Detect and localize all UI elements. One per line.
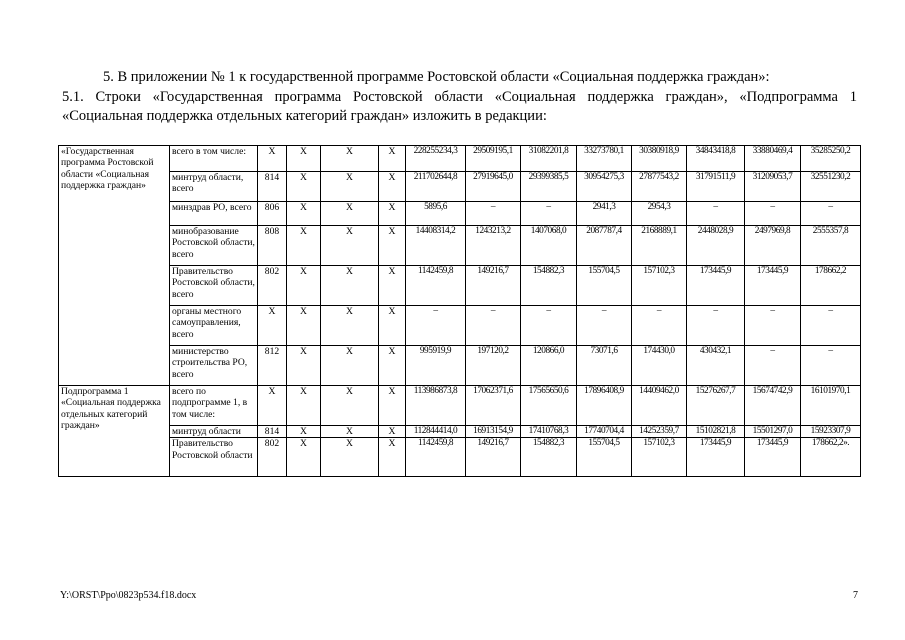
code-cell: X [287, 346, 321, 386]
value-cell: 30380918,9 [632, 146, 687, 172]
value-cell: 155704,5 [577, 266, 632, 306]
value-cell: 154882,3 [521, 266, 577, 306]
value-cell: 31791511,9 [687, 172, 745, 202]
code-cell: X [321, 346, 379, 386]
code-cell: X [321, 386, 379, 426]
value-cell: 430432,1 [687, 346, 745, 386]
value-cell: 33880469,4 [745, 146, 801, 172]
value-cell: 15674742,9 [745, 386, 801, 426]
value-cell: – [745, 346, 801, 386]
code-cell: X [287, 202, 321, 226]
executor-cell: минтруд области [170, 426, 258, 438]
value-cell: 33273780,1 [577, 146, 632, 172]
value-cell: 2497969,8 [745, 226, 801, 266]
code-cell: X [287, 226, 321, 266]
executor-cell: Правительство Ростовской области, всего [170, 266, 258, 306]
value-cell: 14252359,7 [632, 426, 687, 438]
code-cell: X [321, 266, 379, 306]
code-cell: X [321, 226, 379, 266]
code-cell: X [258, 146, 287, 172]
value-cell: 1142459,8 [406, 438, 466, 477]
value-cell: 29509195,1 [466, 146, 521, 172]
value-cell: – [632, 306, 687, 346]
value-cell: 30954275,3 [577, 172, 632, 202]
value-cell: 2954,3 [632, 202, 687, 226]
code-cell: 808 [258, 226, 287, 266]
code-cell: X [379, 386, 406, 426]
executor-cell: органы местного самоуправления, всего [170, 306, 258, 346]
value-cell: 155704,5 [577, 438, 632, 477]
value-cell: 178662,2». [801, 438, 861, 477]
value-cell: 29399385,5 [521, 172, 577, 202]
value-cell: 157102,3 [632, 266, 687, 306]
value-cell: – [687, 306, 745, 346]
code-cell: X [321, 438, 379, 477]
value-cell: 27919645,0 [466, 172, 521, 202]
value-cell: 154882,3 [521, 438, 577, 477]
table-row [59, 386, 861, 426]
table-row [59, 266, 861, 306]
code-cell: 802 [258, 438, 287, 477]
value-cell: 197120,2 [466, 346, 521, 386]
value-cell: 173445,9 [687, 266, 745, 306]
code-cell: X [287, 386, 321, 426]
value-cell: 17896408,9 [577, 386, 632, 426]
value-cell: 2087787,4 [577, 226, 632, 266]
value-cell: 157102,3 [632, 438, 687, 477]
code-cell: 806 [258, 202, 287, 226]
table-row [59, 172, 861, 202]
value-cell: – [466, 202, 521, 226]
value-cell: 211702644,8 [406, 172, 466, 202]
code-cell: X [287, 266, 321, 306]
value-cell: – [466, 306, 521, 346]
code-cell: X [379, 426, 406, 438]
value-cell: 2941,3 [577, 202, 632, 226]
value-cell: 15501297,0 [745, 426, 801, 438]
value-cell: 31082201,8 [521, 146, 577, 172]
code-cell: X [379, 346, 406, 386]
value-cell: 17062371,6 [466, 386, 521, 426]
executor-cell: минтруд области, всего [170, 172, 258, 202]
value-cell: 16913154,9 [466, 426, 521, 438]
value-cell: 2448028,9 [687, 226, 745, 266]
table-row [59, 146, 861, 172]
code-cell: X [287, 172, 321, 202]
value-cell: 17565650,6 [521, 386, 577, 426]
value-cell: 178662,2 [801, 266, 861, 306]
code-cell: 814 [258, 172, 287, 202]
program-name-cell: Подпрограмма 1 «Социальная поддержка отдельных категорий граждан» [59, 386, 170, 477]
code-cell: X [287, 306, 321, 346]
value-cell: 15102821,8 [687, 426, 745, 438]
value-cell: – [406, 306, 466, 346]
value-cell: 17410768,3 [521, 426, 577, 438]
table-row [59, 346, 861, 386]
value-cell: – [745, 306, 801, 346]
footer-file-path: Y:\ORST\Ppo\0823p534.f18.docx [60, 590, 197, 601]
value-cell: – [745, 202, 801, 226]
code-cell: X [321, 306, 379, 346]
value-cell: 113986873,8 [406, 386, 466, 426]
value-cell: 112844414,0 [406, 426, 466, 438]
value-cell: 228255234,3 [406, 146, 466, 172]
value-cell: – [577, 306, 632, 346]
value-cell: 14408314,2 [406, 226, 466, 266]
value-cell: 174430,0 [632, 346, 687, 386]
executor-cell: всего в том числе: [170, 146, 258, 172]
value-cell: 1243213,2 [466, 226, 521, 266]
value-cell: – [521, 306, 577, 346]
program-name-cell: «Государственная программа Ростовской области «Социальная поддержка граждан» [59, 146, 170, 386]
code-cell: 812 [258, 346, 287, 386]
code-cell: X [321, 172, 379, 202]
value-cell: 2168889,1 [632, 226, 687, 266]
executor-cell: минобразование Ростовской области, всего [170, 226, 258, 266]
table-body [59, 146, 861, 477]
value-cell: 16101970,1 [801, 386, 861, 426]
footer-page-number: 7 [853, 590, 858, 601]
value-cell: 173445,9 [687, 438, 745, 477]
executor-cell: минздрав РО, всего [170, 202, 258, 226]
paragraph-subitem: 5.1. Строки «Государственная программа Ростовской области «Социальная поддержка граждан», «Подпрограмма 1 «Социальная поддержка отдельных категорий граждан» изложить в редакции: [62, 89, 857, 124]
code-cell: X [287, 438, 321, 477]
value-cell: 35285250,2 [801, 146, 861, 172]
value-cell: 73071,6 [577, 346, 632, 386]
value-cell: 27877543,2 [632, 172, 687, 202]
executor-cell: Правительство Ростовской области [170, 438, 258, 477]
code-cell: 814 [258, 426, 287, 438]
value-cell: 1142459,8 [406, 266, 466, 306]
code-cell: X [287, 146, 321, 172]
value-cell: 32551230,2 [801, 172, 861, 202]
value-cell: 120866,0 [521, 346, 577, 386]
value-cell: – [801, 202, 861, 226]
value-cell: – [521, 202, 577, 226]
table-row [59, 426, 861, 438]
value-cell: 149216,7 [466, 266, 521, 306]
value-cell: 14409462,0 [632, 386, 687, 426]
code-cell: X [379, 226, 406, 266]
code-cell: X [321, 426, 379, 438]
table-row [59, 306, 861, 346]
value-cell: 31209053,7 [745, 172, 801, 202]
value-cell: 149216,7 [466, 438, 521, 477]
value-cell: 34843418,8 [687, 146, 745, 172]
value-cell: 17740704,4 [577, 426, 632, 438]
code-cell: X [379, 266, 406, 306]
value-cell: 1407068,0 [521, 226, 577, 266]
value-cell: 15923307,9 [801, 426, 861, 438]
value-cell: 173445,9 [745, 266, 801, 306]
program-funding-table [58, 145, 861, 477]
code-cell: 802 [258, 266, 287, 306]
code-cell: X [379, 306, 406, 346]
table-row [59, 226, 861, 266]
code-cell: X [287, 426, 321, 438]
value-cell: 995919,9 [406, 346, 466, 386]
code-cell: X [258, 306, 287, 346]
value-cell: 15276267,7 [687, 386, 745, 426]
code-cell: X [379, 172, 406, 202]
value-cell: – [801, 306, 861, 346]
value-cell: 173445,9 [745, 438, 801, 477]
code-cell: X [379, 146, 406, 172]
code-cell: X [379, 438, 406, 477]
code-cell: X [321, 146, 379, 172]
value-cell: 2555357,8 [801, 226, 861, 266]
executor-cell: всего по подпрограмме 1, в том числе: [170, 386, 258, 426]
value-cell: – [687, 202, 745, 226]
paragraph-intro: 5. В приложении № 1 к государственной программе Ростовской области «Социальная поддержка граждан»: [103, 69, 770, 85]
table-row [59, 202, 861, 226]
code-cell: X [258, 386, 287, 426]
value-cell: 5895,6 [406, 202, 466, 226]
table-row [59, 438, 861, 477]
value-cell: – [801, 346, 861, 386]
code-cell: X [321, 202, 379, 226]
code-cell: X [379, 202, 406, 226]
executor-cell: министерство строительства РО, всего [170, 346, 258, 386]
